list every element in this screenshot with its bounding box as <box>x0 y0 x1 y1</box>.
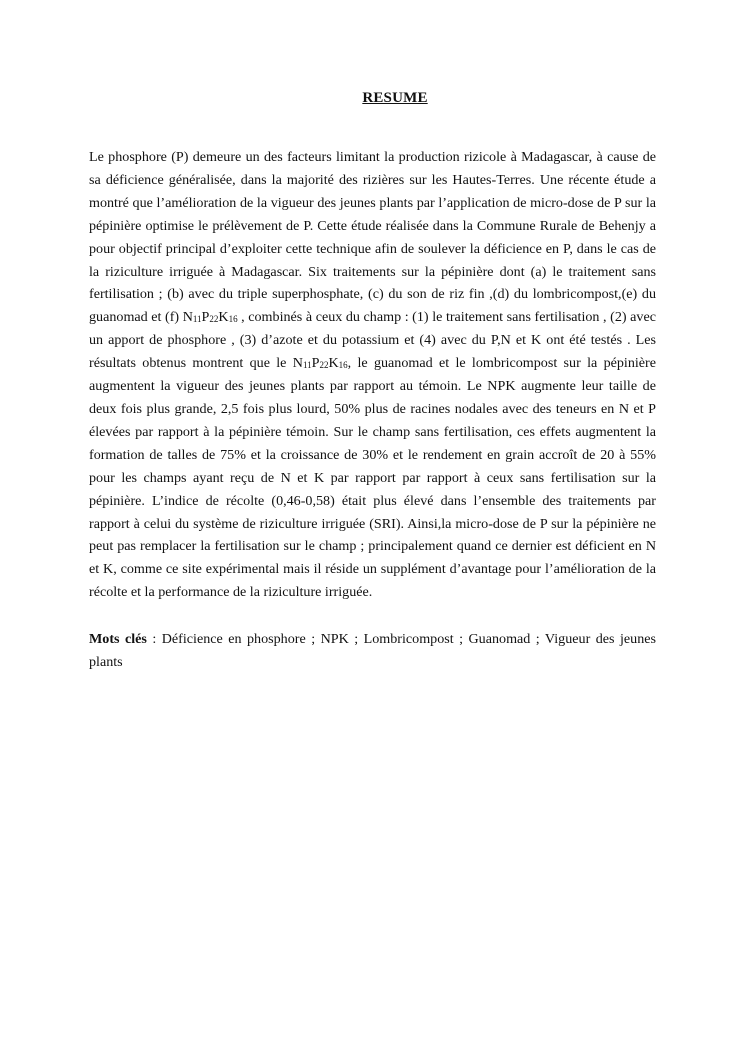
formula-element-p-2: P <box>311 355 320 372</box>
keywords-paragraph <box>89 628 656 674</box>
abstract-paragraph <box>89 146 656 604</box>
formula-subscript-n: 11 <box>192 314 202 325</box>
abstract-text-part-3: , le guanomad et le lombricompost sur la pépinière augmentent la vigueur des jeunes plants par rapport au témoin. Le NPK augmente leur taille de deux fois plus grande, 2,5 fois plus lourd, 50% plus de racines nodales avec des teneurs en N et P élevées par rapport à la pépinière témoin. Sur le champ sans fertilisation, ces effets augmentent la formation de talles de 75% et la croissance de 30% et le rendement en grain accroît de 20 à 55% pour les champs ayant reçu de N et K par rapport par rapport à ceux sans fertilisation sur la pépinière. L’indice de récolte (0,46-0,58) était plus élevé dans l’ensemble des traitements par rapport à celui du système de riziculture irriguée (SRI). Ainsi,la micro-dose de P sur la pépinière ne peut pas remplacer la fertilisation sur le champ ; principalement quand ce dernier est déficient en N et K, comme ce site expérimental mais il réside un supplément d’avantage pour l’amélioration de la récolte et la performance de la riziculture irriguée. <box>89 355 657 601</box>
formula-subscript-k: 16 <box>228 314 238 325</box>
keywords-text: : Déficience en phosphore ; NPK ; Lombricompost ; Guanomad ; Vigueur des jeunes plants <box>89 631 656 670</box>
formula-subscript-k-2: 16 <box>338 360 348 371</box>
formula-subscript-n-2: 11 <box>302 360 312 371</box>
formula-element-k-2: K <box>328 355 339 372</box>
page-title: RESUME <box>362 90 428 106</box>
formula-subscript-p: 22 <box>209 314 219 325</box>
abstract-text-part-1: Le phosphore (P) demeure un des facteurs limitant la production rizicole à Madagascar, à cause de sa déficience généralisée, dans la majorité des rizières sur les Hautes-Terres. Une récente étude a montré que l’amélioration de la vigueur des jeunes plants par l’application de micro-dose de P sur la pépinière optimise le prélèvement de P. Cette étude réalisée dans la Commune Rurale de Behenjy a pour objectif principal d’exploiter cette technique afin de soulever la déficience en P, dans le cas de la riziculture irriguée à Madagascar. Six traitements sur la pépinière dont (a) le traitement sans fertilisation ; (b) avec du triple superphosphate, (c) du son de riz fin ,(d) du lombricompost,(e) du guanomad et (f) N <box>89 149 656 326</box>
formula-subscript-p-2: 22 <box>319 360 329 371</box>
abstract-text-part-2: , combinés à ceux du champ : (1) le traitement sans fertilisation , (2) avec un apport de phosphore , (3) d’azote et du potassium et (4) avec du P,N et K ont été testés . Les résultats obtenus montrent que le N <box>89 309 656 372</box>
formula-element-k: K <box>218 309 229 326</box>
keywords-label: Mots clés <box>89 631 147 647</box>
formula-element-p: P <box>201 309 210 326</box>
